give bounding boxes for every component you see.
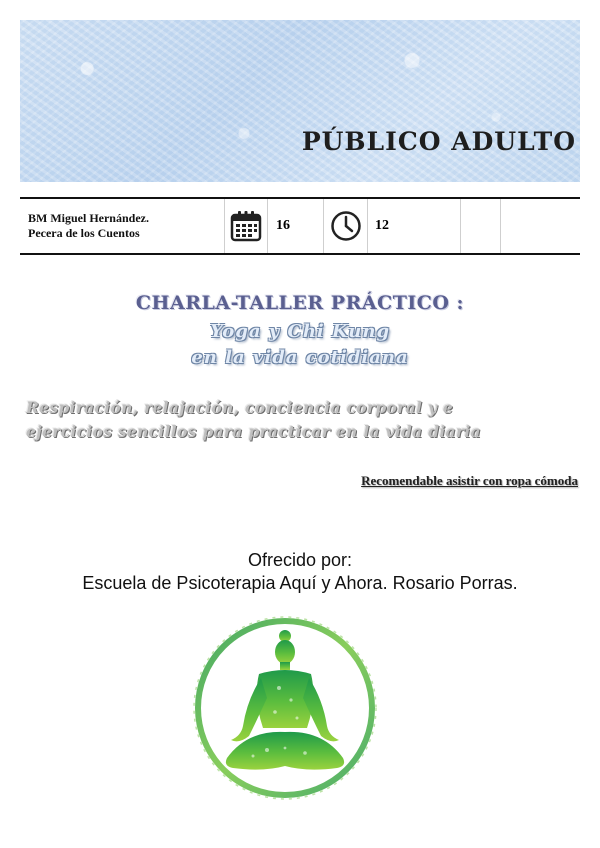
calendar-icon bbox=[230, 210, 262, 242]
offered-by-label: Ofrecido por: bbox=[247, 550, 353, 570]
audience-title: PÚBLICO ADULTO bbox=[301, 127, 576, 156]
venue-cell bbox=[20, 199, 225, 253]
clock-cell bbox=[324, 199, 368, 253]
event-hour: 12 bbox=[375, 218, 389, 233]
event-info-bar bbox=[20, 197, 580, 255]
event-description-line1: Respiración, relajación, conciencia corporal y e bbox=[26, 398, 454, 417]
empty-cell bbox=[461, 199, 501, 253]
clothing-recommendation: Recomendable asistir con ropa cómoda bbox=[361, 473, 578, 488]
meditation-logo bbox=[187, 608, 383, 808]
empty-cell bbox=[501, 199, 580, 253]
day-cell bbox=[268, 199, 324, 253]
hour-cell bbox=[368, 199, 461, 253]
event-day: 16 bbox=[276, 218, 290, 233]
event-subtitle-line1: Yoga y Chi Kung bbox=[209, 321, 391, 342]
organizer-name: Escuela de Psicoterapia Aquí y Ahora. Rosario Porras. bbox=[82, 573, 518, 593]
event-subtitle-line2: en la vida cotidiana bbox=[191, 347, 409, 368]
event-description-line2: ejercicios sencillos para practicar en la vida diaria bbox=[26, 422, 481, 441]
calendar-cell bbox=[225, 199, 268, 253]
venue-room: Pecera de los Cuentos bbox=[28, 226, 140, 240]
header-banner bbox=[20, 20, 580, 182]
venue-name: BM Miguel Hernández. bbox=[28, 211, 149, 225]
clock-icon bbox=[330, 210, 362, 242]
event-title: CHARLA-TALLER PRÁCTICO : bbox=[135, 292, 465, 314]
